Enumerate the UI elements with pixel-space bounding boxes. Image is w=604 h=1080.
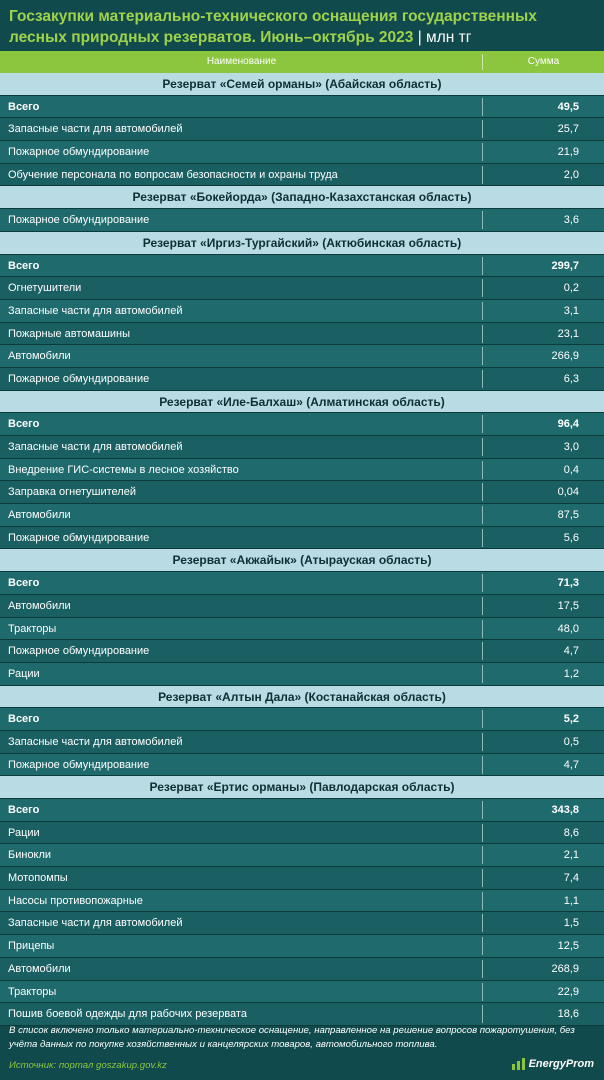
row-label: Автомобили xyxy=(8,509,71,522)
row-label: Пошив боевой одежды для рабочих резервата xyxy=(8,1008,247,1021)
section-row xyxy=(0,686,604,709)
row-value: 22,9 xyxy=(557,985,579,998)
table-row xyxy=(0,844,604,867)
row-value: 49,5 xyxy=(557,100,579,113)
row-label: Насосы противопожарные xyxy=(8,894,143,907)
section-title: Резерват «Семей орманы» (Абайская область) xyxy=(162,77,442,91)
total-row xyxy=(0,255,604,278)
table-row xyxy=(0,481,604,504)
row-label: Рации xyxy=(8,667,40,680)
source xyxy=(9,1060,167,1071)
section-title: Резерват «Бокейорда» (Западно-Казахстанская область) xyxy=(132,190,472,205)
total-row xyxy=(0,413,604,436)
row-label: Тракторы xyxy=(8,985,57,998)
row-value: 25,7 xyxy=(557,123,579,136)
chart-title xyxy=(9,6,599,48)
row-label: Всего xyxy=(8,418,40,431)
row-value: 0,4 xyxy=(563,463,579,476)
row-label: Пожарное обмундирование xyxy=(8,531,150,544)
table-row xyxy=(0,277,604,300)
row-value: 87,5 xyxy=(557,509,579,522)
row-value: 4,7 xyxy=(563,758,579,771)
row-value: 299,7 xyxy=(551,259,579,272)
row-value: 5,2 xyxy=(563,713,579,726)
section-row xyxy=(0,232,604,255)
total-row xyxy=(0,708,604,731)
row-value: 266,9 xyxy=(551,350,579,363)
table-row xyxy=(0,981,604,1004)
section-row xyxy=(0,186,604,209)
row-value: 3,0 xyxy=(563,441,579,453)
row-label: Автомобили xyxy=(8,962,71,975)
row-value: 343,8 xyxy=(551,804,579,816)
table-body xyxy=(0,73,604,1026)
row-label: Тракторы xyxy=(8,622,57,635)
section-row xyxy=(0,73,604,96)
row-label: Бинокли xyxy=(8,849,52,862)
row-label: Внедрение ГИС-системы в лесное хозяйство xyxy=(8,463,239,476)
source-label: Источник: xyxy=(9,1060,57,1071)
row-value: 21,9 xyxy=(557,146,579,159)
row-label: Прицепы xyxy=(8,940,55,953)
header-name: Наименование xyxy=(206,56,277,67)
source-value: портал goszakup.gov.kz xyxy=(58,1060,167,1071)
table-header xyxy=(0,51,604,73)
brand-logo xyxy=(512,1058,594,1070)
section-row xyxy=(0,776,604,799)
row-label: Всего xyxy=(8,804,40,816)
table-row xyxy=(0,323,604,346)
row-value: 12,5 xyxy=(557,940,579,953)
row-value: 268,9 xyxy=(551,962,579,975)
table-row xyxy=(0,368,604,391)
row-label: Обучение персонала по вопросам безопасности и охраны труда xyxy=(8,168,338,181)
row-value: 0,04 xyxy=(557,486,579,499)
row-value: 23,1 xyxy=(557,327,579,340)
title-text: Госзакупки материально-технического оснащения государственных лесных природных резерватов. Июнь–октябрь 2023 xyxy=(9,8,537,46)
table-row xyxy=(0,1003,604,1026)
title-separator: | xyxy=(417,29,427,46)
brand-mark-icon xyxy=(512,1058,526,1070)
total-row xyxy=(0,799,604,822)
table-row xyxy=(0,640,604,663)
row-value: 3,6 xyxy=(563,214,579,227)
row-value: 71,3 xyxy=(557,577,579,590)
row-value: 0,5 xyxy=(563,735,579,748)
row-label: Всего xyxy=(8,713,40,726)
table-row xyxy=(0,300,604,323)
table-row xyxy=(0,822,604,845)
table-row xyxy=(0,867,604,890)
row-value: 1,5 xyxy=(563,917,579,930)
row-label: Заправка огнетушителей xyxy=(8,486,136,499)
table-row xyxy=(0,935,604,958)
row-value: 96,4 xyxy=(557,418,579,431)
table-row xyxy=(0,890,604,913)
total-row xyxy=(0,96,604,119)
row-value: 5,6 xyxy=(563,531,579,544)
row-label: Пожарное обмундирование xyxy=(8,214,150,227)
row-label: Запасные части для автомобилей xyxy=(8,735,183,748)
section-row xyxy=(0,549,604,572)
row-label: Огнетушители xyxy=(8,282,82,295)
row-label: Мотопомпы xyxy=(8,872,68,885)
table-row xyxy=(0,663,604,686)
row-value: 1,2 xyxy=(563,667,579,680)
row-value: 8,6 xyxy=(563,826,579,839)
row-label: Пожарное обмундирование xyxy=(8,645,150,658)
table-row xyxy=(0,618,604,641)
row-label: Всего xyxy=(8,259,40,272)
row-label: Пожарное обмундирование xyxy=(8,372,150,385)
footnote: В список включено только материально-техническое оснащение, направленное на решение вопросов пожаротушения, без учёта данных по покупке хозяйственных и канцелярских товаров, автомобильного топлива. xyxy=(9,1025,575,1050)
row-value: 18,6 xyxy=(557,1008,579,1021)
row-value: 17,5 xyxy=(557,599,579,612)
table-row xyxy=(0,731,604,754)
table-row xyxy=(0,504,604,527)
table-row xyxy=(0,595,604,618)
row-label: Пожарное обмундирование xyxy=(8,146,150,159)
brand-name: EnergyProm xyxy=(528,1058,594,1070)
section-title: Резерват «Иле-Балхаш» (Алматинская область) xyxy=(159,394,445,409)
table-row xyxy=(0,912,604,935)
section-title: Резерват «Алтын Дала» (Костанайская область) xyxy=(158,689,446,704)
row-label: Запасные части для автомобилей xyxy=(8,304,183,317)
section-title: Резерват «Ертис орманы» (Павлодарская область) xyxy=(149,780,455,795)
section-row xyxy=(0,391,604,414)
row-value: 1,1 xyxy=(563,894,579,907)
row-label: Запасные части для автомобилей xyxy=(8,917,183,930)
row-label: Автомобили xyxy=(8,599,71,612)
table-row xyxy=(0,141,604,164)
table-row xyxy=(0,958,604,981)
row-label: Запасные части для автомобилей xyxy=(8,441,183,453)
header-sum: Сумма xyxy=(527,56,560,67)
row-value: 0,2 xyxy=(563,282,579,295)
row-value: 3,1 xyxy=(563,304,579,317)
table-row xyxy=(0,118,604,141)
row-label: Пожарное обмундирование xyxy=(8,758,150,771)
row-value: 2,0 xyxy=(563,168,579,181)
title-unit: млн тг xyxy=(426,29,472,46)
row-label: Пожарные автомашины xyxy=(8,327,131,340)
row-label: Автомобили xyxy=(8,350,71,363)
row-label: Всего xyxy=(8,100,40,113)
total-row xyxy=(0,572,604,595)
row-value: 7,4 xyxy=(563,872,579,885)
table-row xyxy=(0,164,604,187)
table-row xyxy=(0,436,604,459)
row-value: 48,0 xyxy=(557,622,579,635)
row-value: 4,7 xyxy=(563,645,579,658)
section-title: Резерват «Акжайык» (Атырауская область) xyxy=(172,553,432,568)
table-row xyxy=(0,345,604,368)
table-row xyxy=(0,459,604,482)
section-title: Резерват «Иргиз-Тургайский» (Актюбинская область) xyxy=(142,235,462,250)
row-label: Всего xyxy=(8,577,40,590)
table-row xyxy=(0,527,604,550)
table-row xyxy=(0,209,604,232)
row-label: Запасные части для автомобилей xyxy=(8,123,183,136)
row-label: Рации xyxy=(8,826,40,839)
row-value: 6,3 xyxy=(563,372,579,385)
row-value: 2,1 xyxy=(563,849,579,862)
table-row xyxy=(0,754,604,777)
